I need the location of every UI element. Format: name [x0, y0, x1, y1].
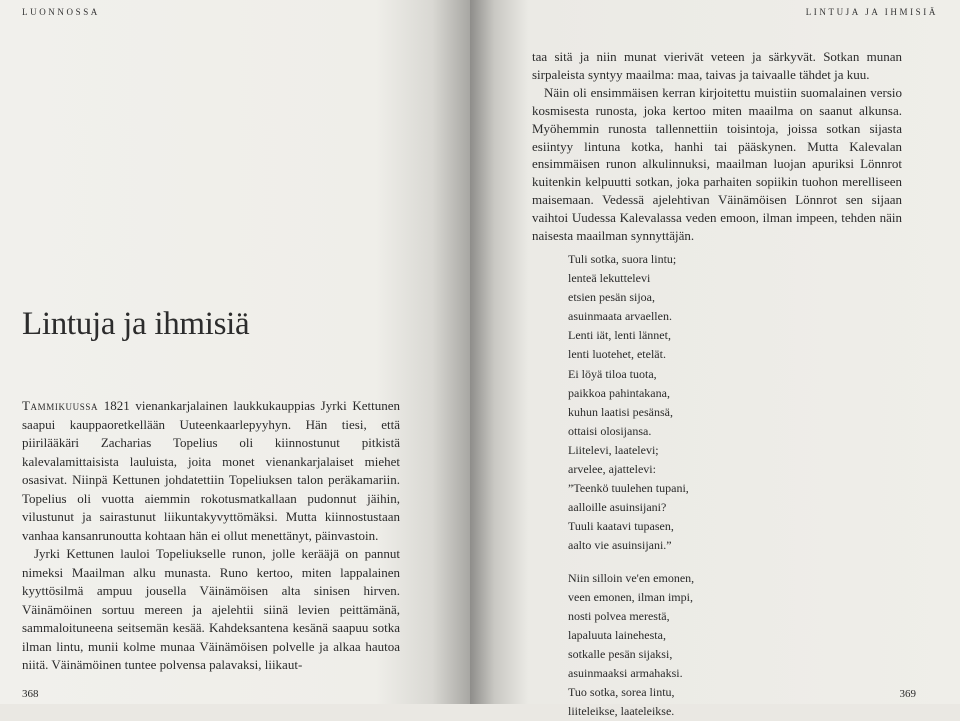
left-page	[0, 0, 470, 704]
left-paragraph-1-text: 1821 vienankarjalainen laukkukauppias Jyrki Kettunen saapui kauppaoretkellään Uuteenkaarlepyyhyn. Hän tiesi, että piirilääkäri Zacharias Topelius oli kiinnostunut pitkistä kalevalamittaisista lauluista, joita monet vienankarjalaiset miehet osasivat. Niinpä Kettunen johdatettiin Topeliuksen talon peräkamariin. Topelius oli vuotta aiemmin rokotusmatkallaan pudonnut jäihin, vilustunut ja sairastunut liikuntakyvyttömäksi. Mutta kiinnostustaan vanhaa kansanrunoutta kohtaan hän ei ollut menettänyt, päinvastoin.	[22, 398, 400, 543]
poem-line: liiteleikse, laateleikse.	[568, 702, 694, 721]
right-paragraph-1: taa sitä ja niin munat vierivät veteen ja särkyvät. Sotkan munan sirpaleista syntyy maailma: maa, taivas ja taivaalle tähdet ja kuu.	[532, 48, 902, 84]
right-body-text	[532, 48, 902, 245]
right-paragraph-2: Näin oli ensimmäisen kerran kirjoitettu muistiin suomalainen versio kosmisesta runosta, joka kertoo miten maailma on saanut alkunsa. Myöhemmin runosta tallennettiin toisintoja, joissa sotkan sijasta esiintyy lintuna kotka, hanhi tai pääskynen. Mutta Kalevalan ensimmäisen runon alkulinnuksi, maailman luojan apuriksi Lönnrot kuitenkin kelpuutti sotkan, joka parhaiten sopiikin tuohon merelliseen maisemaan. Vedessä ajelehtivan Väinämöisen Lönnrot sen sijaan vaihtoi Uudessa Kalevalassa veden emoon, ilman impeen, tehden näin naisesta maailman synnyttäjän.	[532, 84, 902, 245]
poem-line: etsien pesän sijoa,	[568, 288, 694, 307]
poem-line: Ei löyä tiloa tuota,	[568, 365, 694, 384]
chapter-title: Lintuja ja ihmisiä	[22, 306, 249, 343]
poem-line: ottaisi olosijansa.	[568, 422, 694, 441]
poem-line: kuhun laatisi pesänsä,	[568, 403, 694, 422]
poem-line: Lenti iät, lenti lännet,	[568, 326, 694, 345]
poem-line: veen emonen, ilman impi,	[568, 588, 694, 607]
running-head-right: LINTUJA JA IHMISIÄ	[806, 7, 938, 17]
page-number-left: 368	[22, 688, 39, 700]
poem-line: sotkalle pesän sijaksi,	[568, 645, 694, 664]
poem-line: paikkoa pahintakana,	[568, 384, 694, 403]
poem-line: nosti polvea merestä,	[568, 607, 694, 626]
running-head-left: LUONNOSSA	[22, 7, 100, 17]
poem-stanza-2	[568, 569, 694, 721]
poem-line: aalto vie asuinsijani.”	[568, 536, 694, 555]
poem-line: aalloille asuinsijani?	[568, 498, 694, 517]
page-number-right: 369	[900, 688, 917, 700]
poem-quote	[568, 250, 694, 721]
poem-line: Liitelevi, laatelevi;	[568, 441, 694, 460]
poem-line: arvelee, ajattelevi:	[568, 460, 694, 479]
left-body-text	[22, 397, 400, 675]
poem-line: lenti luotehet, etelät.	[568, 345, 694, 364]
opening-smallcaps: Tammikuussa	[22, 398, 98, 413]
left-paragraph-2: Jyrki Kettunen lauloi Topeliukselle runon, jolle kerääjä on pannut nimeksi Maailman alku munasta. Runo kertoo, miten lappalainen kyyttösilmä ampuu jousella Väinämöisen alta sinisen hirven. Väinämöinen sortuu mereen ja ajelehtii siinä levien peittämänä, sammaloituneena seitsemän kesää. Kahdeksantena kesänä saapuu sotka ilman lintu, munii kolme munaa Väinämöisen polvelle ja alkaa hautoa niitä. Väinämöinen tuntee polvensa palavaksi, liikaut-	[22, 545, 400, 675]
poem-line: ”Teenkö tuulehen tupani,	[568, 479, 694, 498]
poem-line: asuinmaaksi armahaksi.	[568, 664, 694, 683]
poem-line: lenteä lekuttelevi	[568, 269, 694, 288]
right-page	[470, 0, 960, 704]
poem-line: asuinmaata arvaellen.	[568, 307, 694, 326]
poem-line: Tuuli kaatavi tupasen,	[568, 517, 694, 536]
poem-stanza-1	[568, 250, 694, 556]
poem-line: lapaluuta lainehesta,	[568, 626, 694, 645]
poem-line: Niin silloin ve'en emonen,	[568, 569, 694, 588]
left-paragraph-1	[22, 397, 400, 545]
poem-line: Tuli sotka, suora lintu;	[568, 250, 694, 269]
poem-line: Tuo sotka, sorea lintu,	[568, 683, 694, 702]
